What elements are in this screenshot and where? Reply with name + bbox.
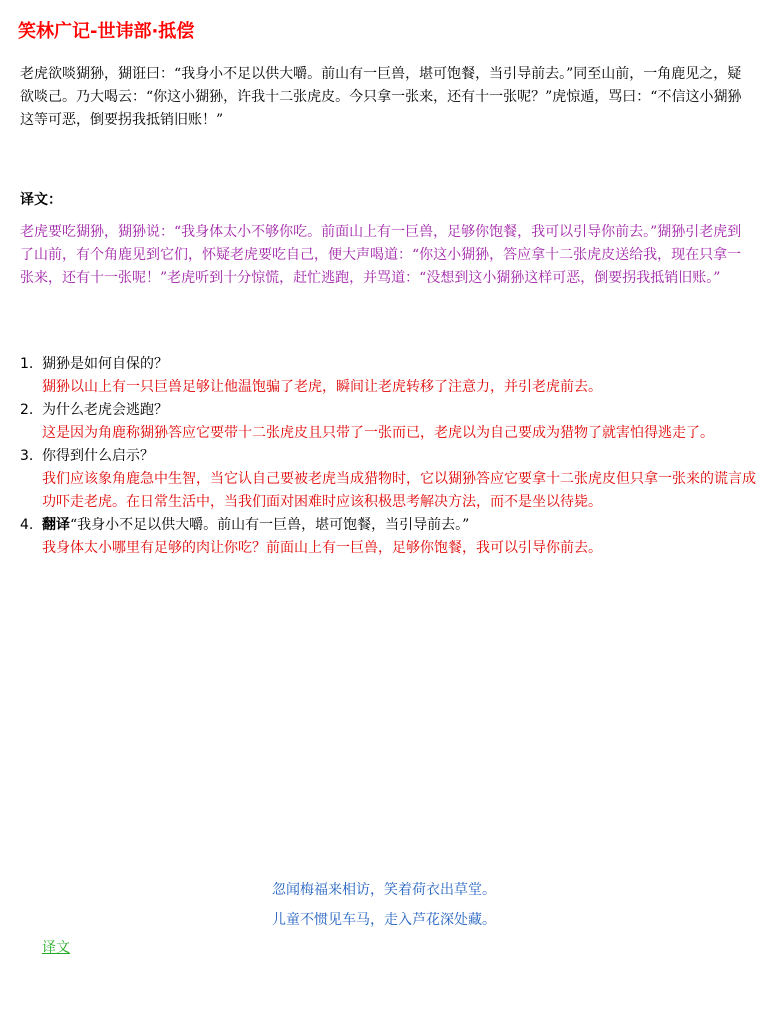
question-body: “我身小不足以供大嚼。前山有一巨兽，堪可饱餐，当引导前去。” [70,517,470,533]
question-number: 4. [20,517,34,533]
question-body: 猢狲是如何自保的？ [42,356,168,372]
answer-text: 我身体太小哪里有足够的肉让你吃？前面山上有一巨兽，足够你饱餐，我可以引导你前去。 [42,540,602,556]
question-item-3 [20,445,760,514]
question-text [42,445,760,468]
answer-text: 猢狲以山上有一只巨兽足够让他温饱骗了老虎，瞬间让老虎转移了注意力，并引老虎前去。 [42,379,602,395]
question-text [42,353,760,376]
question-text [42,514,760,537]
poem-line-1: 忽闻梅福来相访，笑着荷衣出草堂。 [272,882,496,898]
question-item-1 [20,353,760,399]
question-number: 1. [20,356,34,372]
question-number: 3. [20,448,34,464]
translation-link[interactable]: 译文 [42,940,70,956]
question-body: 你得到什么启示？ [42,448,154,464]
answer-text: 我们应该象角鹿急中生智，当它认自己要被老虎当成猎物时，它以猢狲答应它要拿十二张虎皮但只拿一张来的谎言成功吓走老虎。在日常生活中，当我们面对困难时应该积极思考解决方法，而不是坐以待毙。 [42,471,756,510]
original-text: 老虎欲啖猢狲，猢诳曰：“我身小不足以供大嚼。前山有一巨兽，堪可饱餐，当引导前去。”同至山前，一角鹿见之，疑欲啖己。乃大喝云：“你这小猢狲，许我十二张虎皮。今只拿一张来，还有十一张呢？”虎惊遁，骂曰：“不信这小猢狲这等可恶，倒要拐我抵销旧账！” [20,66,742,128]
question-body: 为什么老虎会逃跑？ [42,402,168,418]
question-text [42,399,760,422]
translation-label: 译文： [20,192,62,208]
question-prefix: 翻译 [42,517,70,533]
poem-line-2: 儿童不惯见车马，走入芦花深处藏。 [272,912,496,928]
poem [0,875,768,935]
question-number: 2. [20,402,34,418]
page-title: 笑林广记-世讳部·抵偿 [18,21,195,42]
question-item-2 [20,399,760,445]
question-item-4 [20,514,760,560]
question-list [20,353,760,560]
answer-text: 这是因为角鹿称猢狲答应它要带十二张虎皮且只带了一张而已，老虎以为自己要成为猎物了就害怕得逃走了。 [42,425,714,441]
translation-text: 老虎要吃猢狲，猢狲说：“我身体太小不够你吃。前面山上有一巨兽，足够你饱餐，我可以引导你前去。”猢狲引老虎到了山前，有个角鹿见到它们，怀疑老虎要吃自己，便大声喝道：“你这小猢狲，答应拿十二张虎皮送给我，现在只拿一张来，还有十一张呢！”老虎听到十分惊慌，赶忙逃跑，并骂道：“没想到这小猢狲这样可恶，倒要拐我抵销旧账。” [20,224,742,286]
